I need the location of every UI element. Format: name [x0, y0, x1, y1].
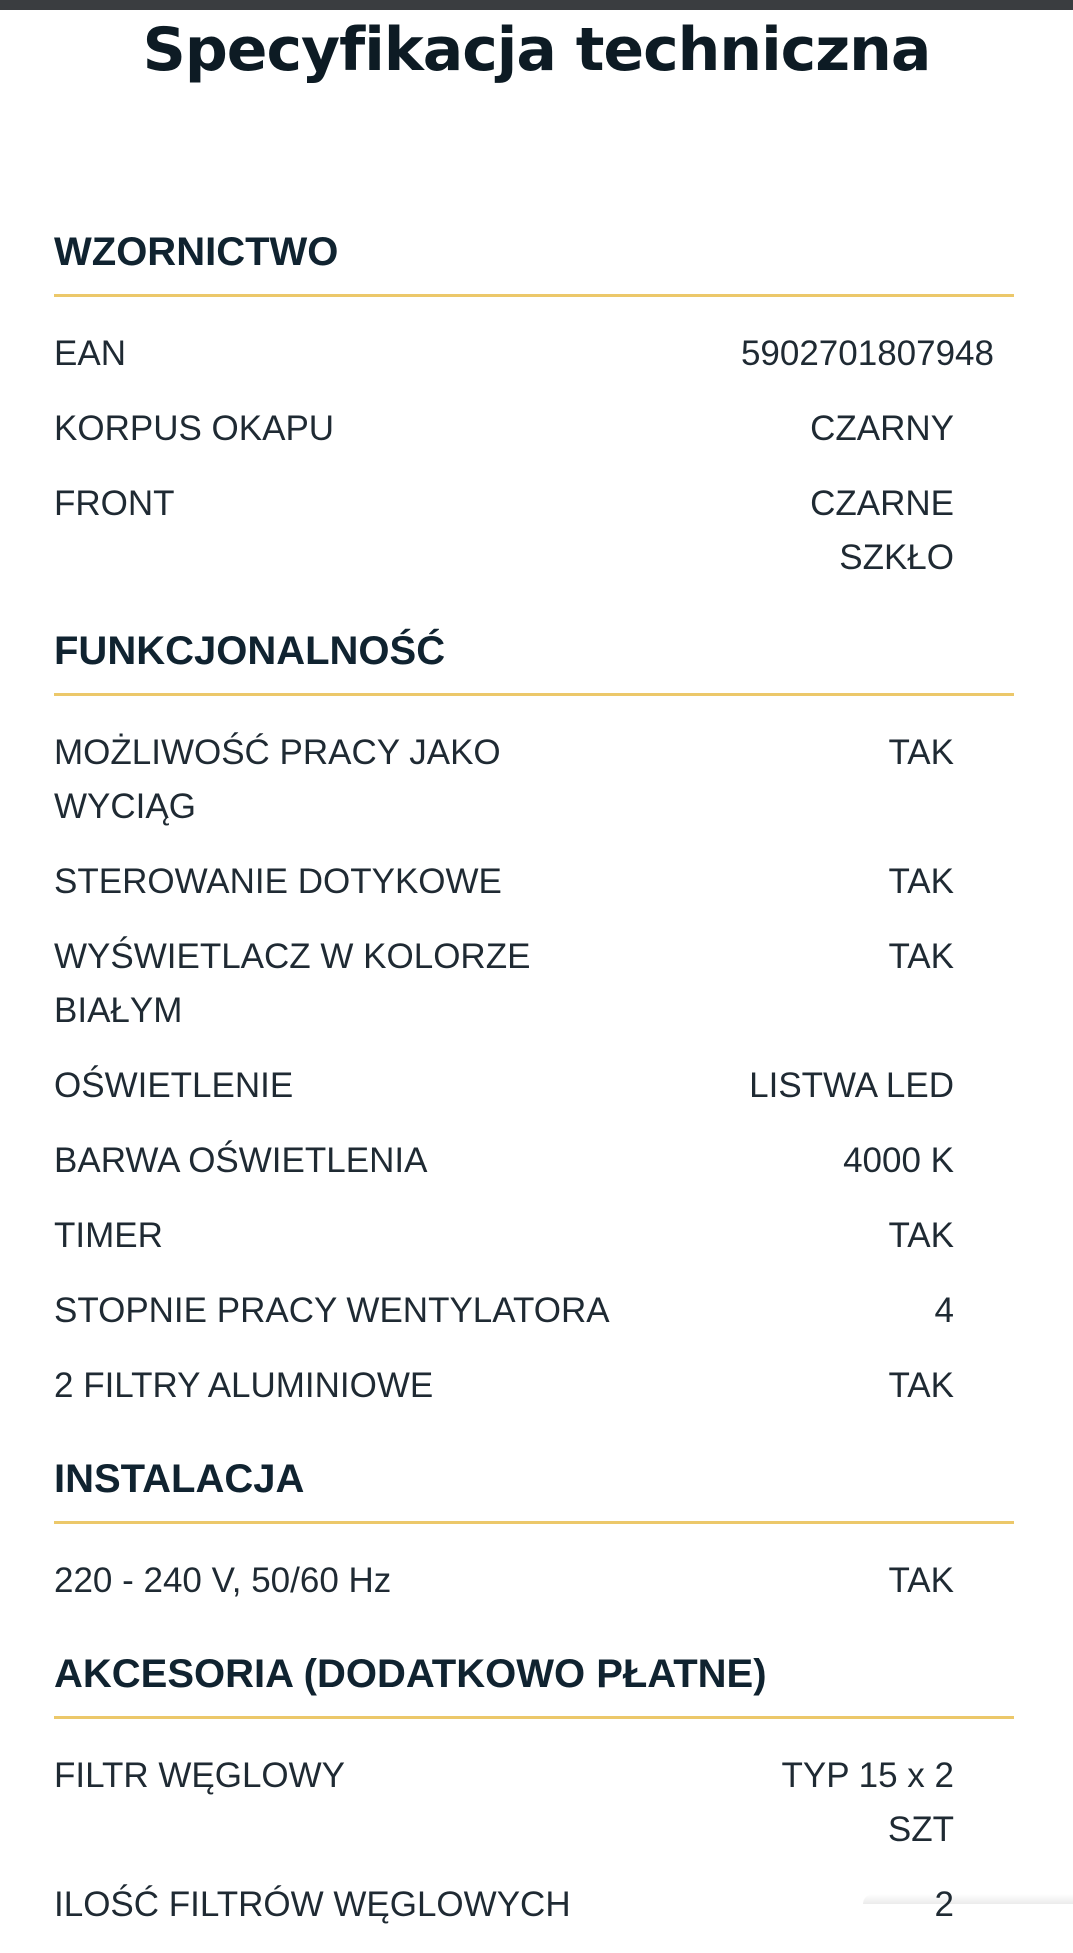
section-funkcjonalnosc [54, 619, 1014, 1413]
section-divider [54, 294, 1014, 297]
spec-value: 2 [624, 1878, 1014, 1932]
spec-row-front [54, 477, 1014, 585]
spec-label: FRONT [54, 477, 624, 531]
section-heading: FUNKCJONALNOŚĆ [54, 619, 1014, 675]
spec-value: 4000 K [624, 1134, 1014, 1188]
spec-row [54, 930, 1014, 1038]
section-divider [54, 1521, 1014, 1524]
section-heading: WZORNICTWO [54, 220, 1014, 276]
spec-value: CZARNY [624, 402, 1014, 456]
spec-label: MOŻLIWOŚĆ PRACY JAKO WYCIĄG [54, 726, 634, 834]
section-akcesoria [54, 1642, 1014, 1932]
spec-label: STEROWANIE DOTYKOWE [54, 855, 624, 909]
spec-label: 220 - 240 V, 50/60 Hz [54, 1554, 624, 1608]
spec-label: EAN [54, 327, 624, 381]
section-wzornictwo [54, 220, 1014, 585]
spec-table [54, 220, 1014, 1953]
section-heading: INSTALACJA [54, 1447, 1014, 1503]
spec-row [54, 1359, 1014, 1413]
floating-widget-edge [863, 1894, 1073, 1904]
spec-row [54, 1878, 1014, 1932]
section-divider [54, 693, 1014, 696]
spec-label: OŚWIETLENIE [54, 1059, 624, 1113]
spec-row [54, 1749, 1014, 1857]
spec-value: 4 [624, 1284, 1014, 1338]
spec-label: WYŚWIETLACZ W KOLORZE BIAŁYM [54, 930, 640, 1038]
spec-label: KORPUS OKAPU [54, 402, 624, 456]
spec-row [54, 855, 1014, 909]
spec-value: 5902701807948 [624, 327, 1014, 381]
spec-row [54, 1554, 1014, 1608]
spec-label: FILTR WĘGLOWY [54, 1749, 624, 1803]
section-divider [54, 1716, 1014, 1719]
spec-value: CZARNE SZKŁO [624, 477, 1014, 585]
spec-value: TAK [624, 1359, 1014, 1413]
top-bar [0, 0, 1073, 10]
section-heading: AKCESORIA (DODATKOWO PŁATNE) [54, 1642, 1014, 1698]
spec-row-korpus [54, 402, 1014, 456]
spec-label: 2 FILTRY ALUMINIOWE [54, 1359, 624, 1413]
spec-value: TAK [624, 1209, 1014, 1263]
spec-label: STOPNIE PRACY WENTYLATORA [54, 1284, 624, 1338]
spec-row [54, 1059, 1014, 1113]
spec-value: LISTWA LED [624, 1059, 1014, 1113]
spec-row [54, 1209, 1014, 1263]
spec-value: TAK [624, 855, 1014, 909]
spec-label: TIMER [54, 1209, 624, 1263]
spec-value: TYP 15 x 2 SZT [624, 1749, 1014, 1857]
spec-row [54, 1134, 1014, 1188]
spec-row [54, 726, 1014, 834]
spec-row [54, 1284, 1014, 1338]
spec-label: ILOŚĆ FILTRÓW WĘGLOWYCH [54, 1878, 624, 1932]
spec-label: BARWA OŚWIETLENIA [54, 1134, 624, 1188]
spec-row-ean [54, 327, 1014, 381]
spec-value: TAK [624, 1554, 1014, 1608]
page-title: Specyfikacja techniczna [0, 14, 1073, 86]
section-instalacja [54, 1447, 1014, 1608]
spec-value: TAK [640, 930, 1014, 984]
spec-value: TAK [634, 726, 1014, 780]
